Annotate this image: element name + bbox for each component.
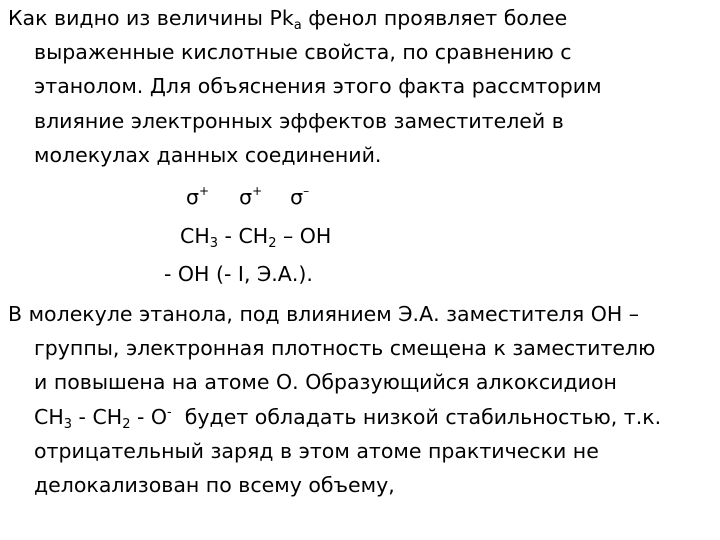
sigma-symbol: σ [290,185,304,209]
formula-part: - O [130,404,168,429]
formula-part: – OH [276,224,332,248]
paragraph-ethanol-explanation [8,297,708,502]
charge-sign: + [252,184,263,198]
sigma-symbol: σ [239,185,253,209]
formula-part: CH [180,224,210,248]
formula-part: CH [34,404,64,429]
text-line: влияние электронных эффектов заместителей в [34,108,564,133]
subscript: 3 [209,236,219,251]
paragraph-acidity-intro [8,1,708,172]
text-segment: фенол проявляет более [301,6,568,30]
charge-sign: - [167,404,172,420]
subscript: a [293,18,302,33]
charge-sign: + [199,184,210,198]
text-line: этанолом. Для объяснения этого факта рассмторим [34,74,602,99]
subscript: 2 [122,416,131,432]
partial-charge-c1 [186,180,209,214]
partial-charges-line [186,180,309,214]
partial-charge-c2 [239,180,262,214]
partial-charge-o [290,180,309,214]
charge-sign: – [303,184,310,198]
text-line: делокализован по всему объему, [34,472,395,497]
substituent-effect: - OH (- I, Э.А.). [164,262,313,286]
ethanol-formula [180,219,331,253]
text-line: молекулах данных соединений. [34,142,382,167]
text-segment: Как видно из величины Pk [8,6,294,30]
formula-part: - CH [72,404,123,429]
text-segment: будет обладать низкой стабильностью, т.к. [171,404,662,429]
text-line: отрицательный заряд в этом атоме практически не [34,438,599,463]
subscript: 2 [268,236,277,251]
text-line: В молекуле этанола, под влиянием Э.А. заместителя ОН – [8,302,640,326]
text-line [8,400,708,434]
text-line: выраженные кислотные свойста, по сравнению с [34,40,572,65]
text-line: группы, электронная плотность смещена к заместителю [34,336,656,361]
sigma-symbol: σ [186,185,199,209]
subscript: 3 [63,416,73,432]
text-line [8,1,708,35]
text-line: и повышена на атоме О. Образующийся алкоксидион [34,370,617,395]
formula-part: - CH [218,224,269,248]
